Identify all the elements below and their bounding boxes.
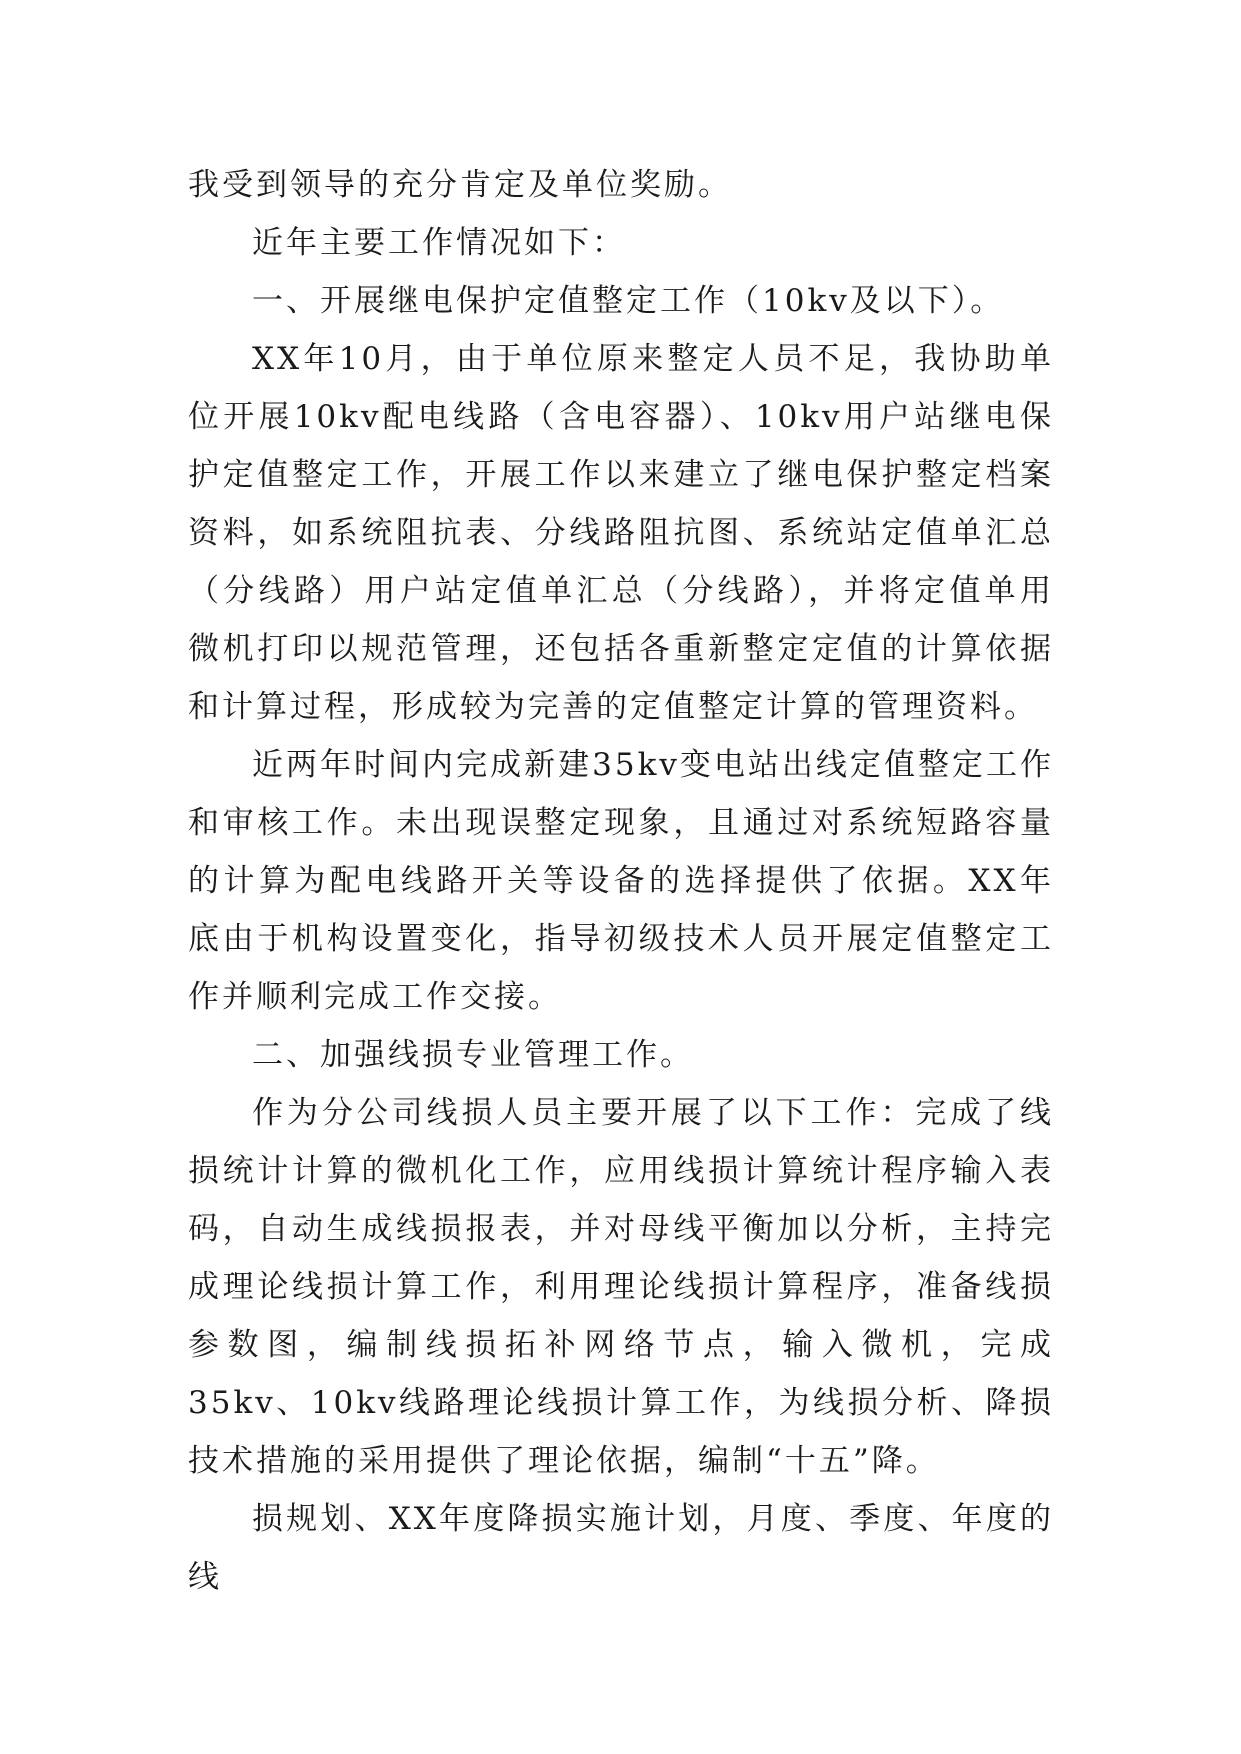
paragraph-4: 近两年时间内完成新建35kv变电站出线定值整定工作和审核工作。未出现误整定现象，且通过对系统短路容量的计算为配电线路开关等设备的选择提供了依据。XX年底由于机构设置变化，指导初级技术人员开展定值整定工作并顺利完成工作交接。	[188, 747, 1054, 1015]
section-heading-1: 一、开展继电保护定值整定工作（10kv及以下）。	[252, 283, 1005, 319]
paragraph-6: 损规划、XX年度降损实施计划，月度、季度、年度的线	[188, 1501, 1054, 1595]
section-heading-2: 二、加强线损专业管理工作。	[252, 1037, 694, 1073]
paragraph-3: XX年10月，由于单位原来整定人员不足，我协助单位开展10kv配电线路（含电容器）、10kv用户站继电保护定值整定工作，开展工作以来建立了继电保护整定档案资料，如系统阻抗表、分线路阻抗图、系统站定值单汇总（分线路）用户站定值单汇总（分线路），并将定值单用微机打印以规范管理，还包括各重新整定定值的计算依据和计算过程，形成较为完善的定值整定计算的管理资料。	[188, 341, 1054, 725]
paragraph-1: 我受到领导的充分肯定及单位奖励。	[188, 167, 732, 203]
paragraph-2: 近年主要工作情况如下：	[252, 225, 626, 261]
paragraph-5: 作为分公司线损人员主要开展了以下工作：完成了线损统计计算的微机化工作，应用线损计算统计程序输入表码，自动生成线损报表，并对母线平衡加以分析，主持完成理论线损计算工作，利用理论线损计算程序，准备线损参数图，编制线损拓补网络节点，输入微机，完成35kv、10kv线路理论线损计算工作，为线损分析、降损技术措施的采用提供了理论依据，编制“十五”降。	[188, 1095, 1054, 1479]
document-body	[188, 156, 1054, 1606]
